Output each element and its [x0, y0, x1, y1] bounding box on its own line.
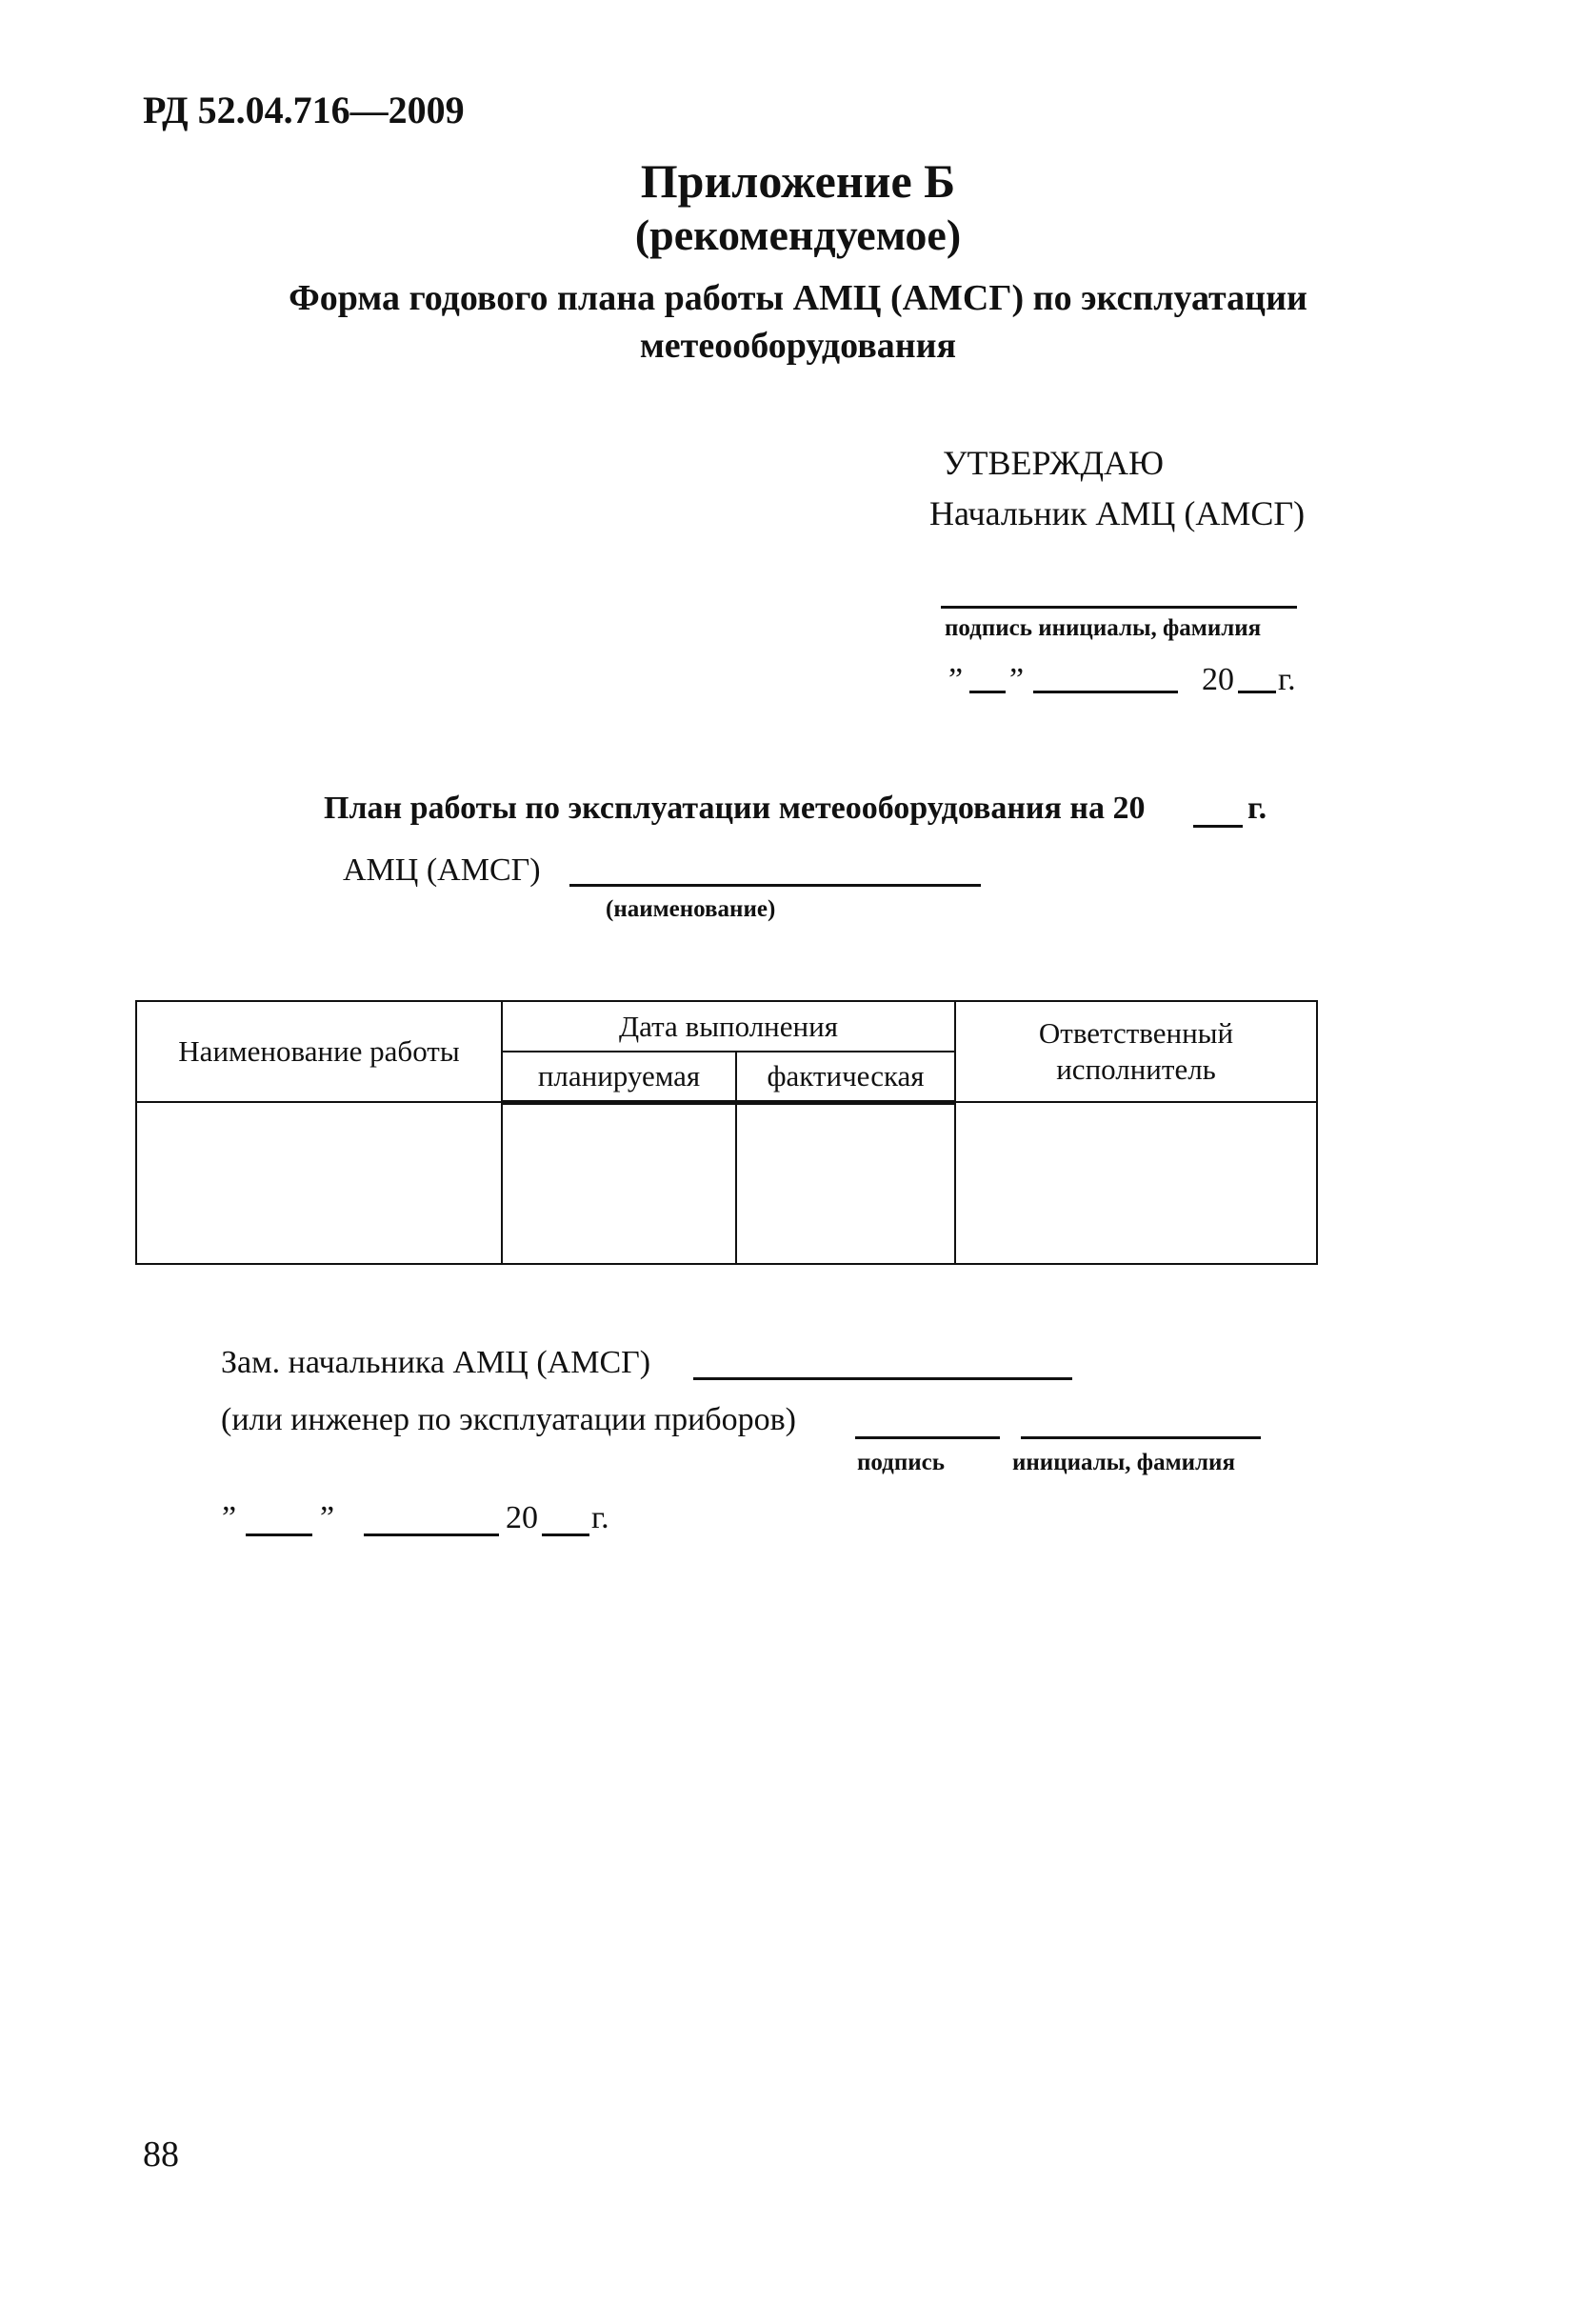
header-actual: фактическая	[736, 1052, 955, 1102]
cell-responsible	[955, 1102, 1317, 1264]
page-number: 88	[143, 2135, 179, 2175]
deputy-label: Зам. начальника АМЦ (АМСГ)	[221, 1345, 651, 1380]
approval-signature-line	[941, 606, 1297, 609]
approval-date-close-quote: ”	[1009, 662, 1025, 697]
cell-work-name	[136, 1102, 502, 1264]
header-responsible: Ответственный исполнитель	[955, 1001, 1317, 1102]
plan-year-line	[1193, 825, 1243, 828]
cell-planned	[502, 1102, 736, 1264]
approval-date-open-quote: ”	[948, 662, 964, 697]
document-code: РД 52.04.716—2009	[143, 89, 465, 131]
approval-month-line	[1033, 691, 1178, 693]
org-caption: (наименование)	[606, 896, 776, 922]
deputy-signature-line	[693, 1377, 1072, 1380]
approval-day-line	[969, 691, 1006, 693]
header-planned: планируемая	[502, 1052, 736, 1102]
footer-year-suffix: г.	[591, 1500, 609, 1535]
org-label: АМЦ (АМСГ)	[343, 852, 541, 888]
header-work-name: Наименование работы	[136, 1001, 502, 1102]
plan-title: План работы по эксплуатации метеооборудования на 20	[324, 791, 1146, 826]
plan-year-suffix: г.	[1247, 791, 1267, 826]
chief-position: Начальник АМЦ (АМСГ)	[929, 494, 1306, 532]
footer-year-prefix: 20	[506, 1500, 538, 1535]
footer-month-line	[364, 1533, 499, 1536]
sign-caption: подпись	[857, 1450, 945, 1475]
footer-day-line	[246, 1533, 312, 1536]
appendix-title: Приложение Б	[640, 154, 956, 208]
engineer-name-line	[1021, 1436, 1261, 1439]
form-title-line2: метеооборудования	[639, 326, 957, 366]
header-execution-date: Дата выполнения	[502, 1001, 955, 1052]
approve-label: УТВЕРЖДАЮ	[943, 444, 1165, 482]
approval-year-line	[1238, 691, 1276, 693]
engineer-sign-line	[855, 1436, 1000, 1439]
name-caption: инициалы, фамилия	[1012, 1450, 1235, 1475]
engineer-label: (или инженер по эксплуатации приборов)	[221, 1402, 796, 1437]
form-title-line1: Форма годового плана работы АМЦ (АМСГ) по эксплуатации	[289, 278, 1307, 318]
approval-signature-caption: подпись инициалы, фамилия	[945, 615, 1262, 641]
cell-actual	[736, 1102, 955, 1264]
footer-year-line	[542, 1533, 589, 1536]
approval-year-suffix: г.	[1278, 662, 1296, 697]
org-name-line	[569, 884, 981, 887]
approval-year-prefix: 20	[1202, 662, 1234, 697]
footer-date-open-quote: ”	[222, 1500, 237, 1535]
footer-date-close-quote: ”	[320, 1500, 335, 1535]
plan-table	[135, 1000, 1318, 1265]
table-row	[136, 1102, 1317, 1264]
appendix-note: (рекомендуемое)	[634, 210, 962, 259]
